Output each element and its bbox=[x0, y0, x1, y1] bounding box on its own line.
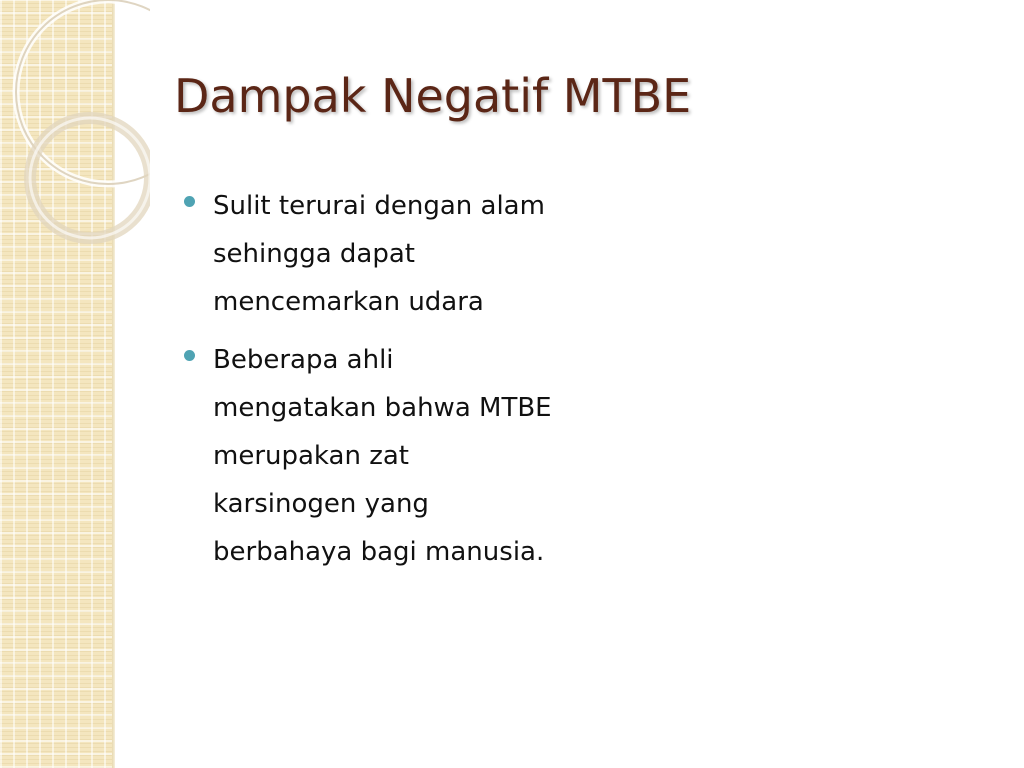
bullet-marker-icon bbox=[184, 196, 195, 207]
decorative-rings bbox=[0, 0, 150, 260]
bullet-text: Beberapa ahli mengatakan bahwa MTBE merupakan zat karsinogen yang berbahaya bagi manusia. bbox=[213, 345, 552, 567]
bullet-text: Sulit terurai dengan alam sehingga dapat mencemarkan udara bbox=[213, 191, 545, 317]
bullet-list bbox=[184, 182, 584, 586]
bullet-marker-icon bbox=[184, 350, 195, 361]
slide-title: Dampak Negatif MTBE bbox=[174, 69, 692, 123]
bullet-item bbox=[184, 336, 584, 576]
bullet-item bbox=[184, 182, 584, 326]
